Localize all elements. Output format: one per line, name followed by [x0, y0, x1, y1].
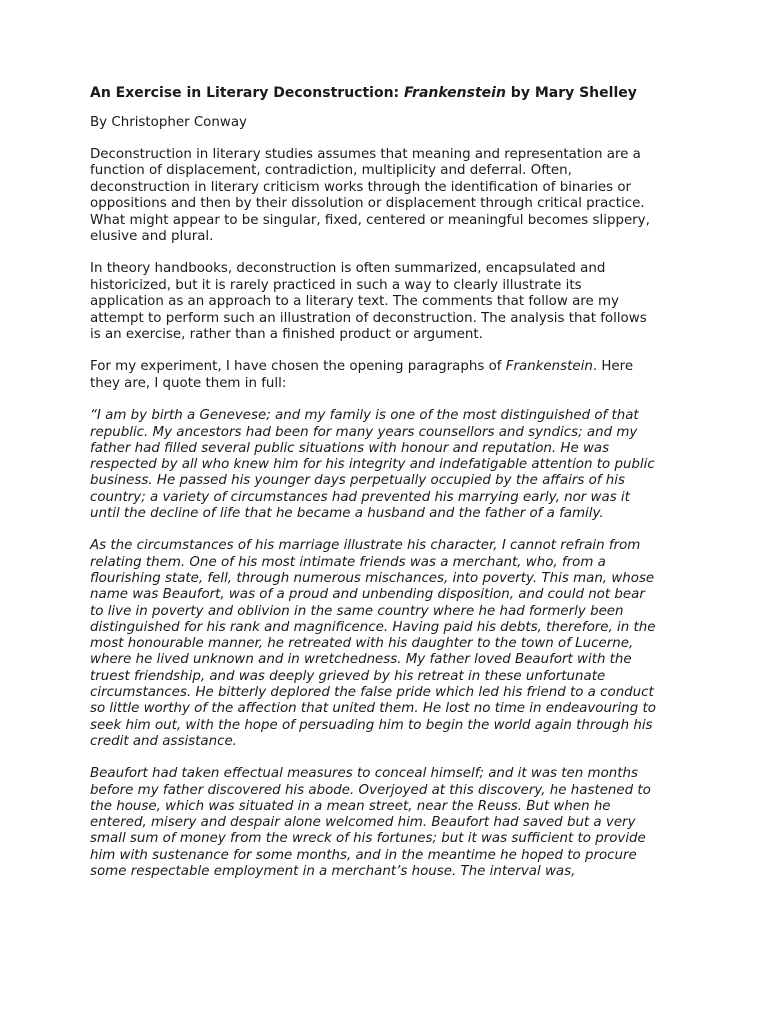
text-line: Deconstruction in literary studies assumes that meaning and representation are a: [90, 147, 641, 162]
quote-line: him with sustenance for some months, and in the meantime he hoped to procure: [90, 847, 637, 863]
text-line: is an exercise, rather than a finished product or argument.: [90, 327, 483, 343]
quote-line: most honourable manner, he retreated with his daughter to the town of Lucerne,: [90, 636, 634, 652]
document-title: [90, 84, 682, 102]
text-line: they are, I quote them in full:: [90, 375, 287, 391]
quoted-paragraph-1: [90, 408, 682, 522]
quote-line: truest friendship, and was deeply grieved by his retreat in these unfortunate: [90, 668, 606, 684]
quote-line: seek him out, with the hope of persuading him to begin the world again through his: [90, 717, 653, 733]
text-segment: For my experiment, I have chosen the opening paragraphs of: [90, 359, 506, 375]
text-line: deconstruction in literary criticism works through the identification of binaries or: [90, 179, 632, 195]
text-line: oppositions and then by their dissolution or displacement through critical practice.: [90, 196, 645, 212]
quote-line: father had filled several public situations with honour and reputation. He was: [90, 440, 610, 456]
text-line: application as an approach to a literary text. The comments that follow are my: [90, 294, 619, 310]
quote-line: As the circumstances of his marriage illustrate his character, I cannot refrain from: [90, 538, 641, 554]
quote-line: where he lived unknown and in wretchedness. My father loved Beaufort with the: [90, 652, 632, 668]
quote-line: entered, misery and despair alone welcomed him. Beaufort had saved but a very: [90, 815, 636, 831]
quote-line: the house, which was situated in a mean street, near the Reuss. But when he: [90, 798, 611, 814]
text-line: function of displacement, contradiction, multiplicity and deferral. Often,: [90, 163, 572, 179]
quote-line: small sum of money from the wreck of his fortunes; but it was sufficient to provide: [90, 831, 646, 847]
quote-line: Beaufort had taken effectual measures to conceal himself; and it was ten months: [90, 766, 638, 782]
title-book-name: Frankenstein: [404, 85, 506, 101]
document-page: [90, 84, 682, 896]
author-byline: By Christopher Conway: [90, 115, 247, 130]
quote-line: to live in poverty and oblivion in the same country where he had formerly been: [90, 603, 624, 619]
text-line: attempt to perform such an illustration of deconstruction. The analysis that follows: [90, 310, 647, 326]
quote-line: before my father discovered his abode. Overjoyed at this discovery, he hastened to: [90, 782, 651, 798]
quote-line: relating them. One of his most intimate friends was a merchant, who, from a: [90, 554, 606, 570]
quoted-paragraph-2: [90, 538, 682, 750]
title-prefix: An Exercise in Literary Deconstruction:: [90, 85, 405, 101]
quote-line: distinguished for his rank and magnificence. Having paid his debts, therefore, in the: [90, 619, 656, 635]
experiment-paragraph: [90, 359, 682, 392]
text-line: [90, 359, 682, 375]
title-suffix: by Mary Shelley: [505, 85, 637, 101]
quote-line: republic. My ancestors had been for many years counsellors and syndics; and my: [90, 424, 638, 440]
quote-line: name was Beaufort, was of a proud and unbending disposition, and could not bear: [90, 587, 645, 603]
intro-paragraph-1: [90, 147, 682, 245]
quote-line: “I am by birth a Genevese; and my family is one of the most distinguished of that: [90, 408, 639, 424]
text-line: historicized, but it is rarely practiced in such a way to clearly illustrate its: [90, 277, 582, 293]
text-segment: . Here: [592, 359, 634, 375]
book-name: Frankenstein: [505, 359, 593, 375]
text-line: elusive and plural.: [90, 229, 214, 245]
quote-line: credit and assistance.: [90, 733, 237, 749]
quote-line: so little worthy of the affection that united them. He lost no time in endeavouring to: [90, 701, 656, 717]
intro-paragraph-2: [90, 261, 682, 343]
quote-line: respected by all who knew him for his integrity and indefatigable attention to public: [90, 457, 655, 473]
text-line: What might appear to be singular, fixed, centered or meaningful becomes slippery,: [90, 212, 650, 228]
quoted-paragraph-3: [90, 766, 682, 880]
quote-line: country; a variety of circumstances had prevented his marrying early, nor was it: [90, 489, 630, 505]
quote-line: flourishing state, fell, through numerous mischances, into poverty. This man, whose: [90, 570, 655, 586]
quote-line: until the decline of life that he became a husband and the father of a family.: [90, 506, 604, 522]
text-line: In theory handbooks, deconstruction is often summarized, encapsulated and: [90, 261, 606, 277]
quote-line: some respectable employment in a merchant’s house. The interval was,: [90, 864, 576, 879]
quote-line: business. He passed his younger days perpetually occupied by the affairs of his: [90, 473, 625, 489]
quote-line: circumstances. He bitterly deplored the false pride which led his friend to a conduct: [90, 685, 654, 701]
